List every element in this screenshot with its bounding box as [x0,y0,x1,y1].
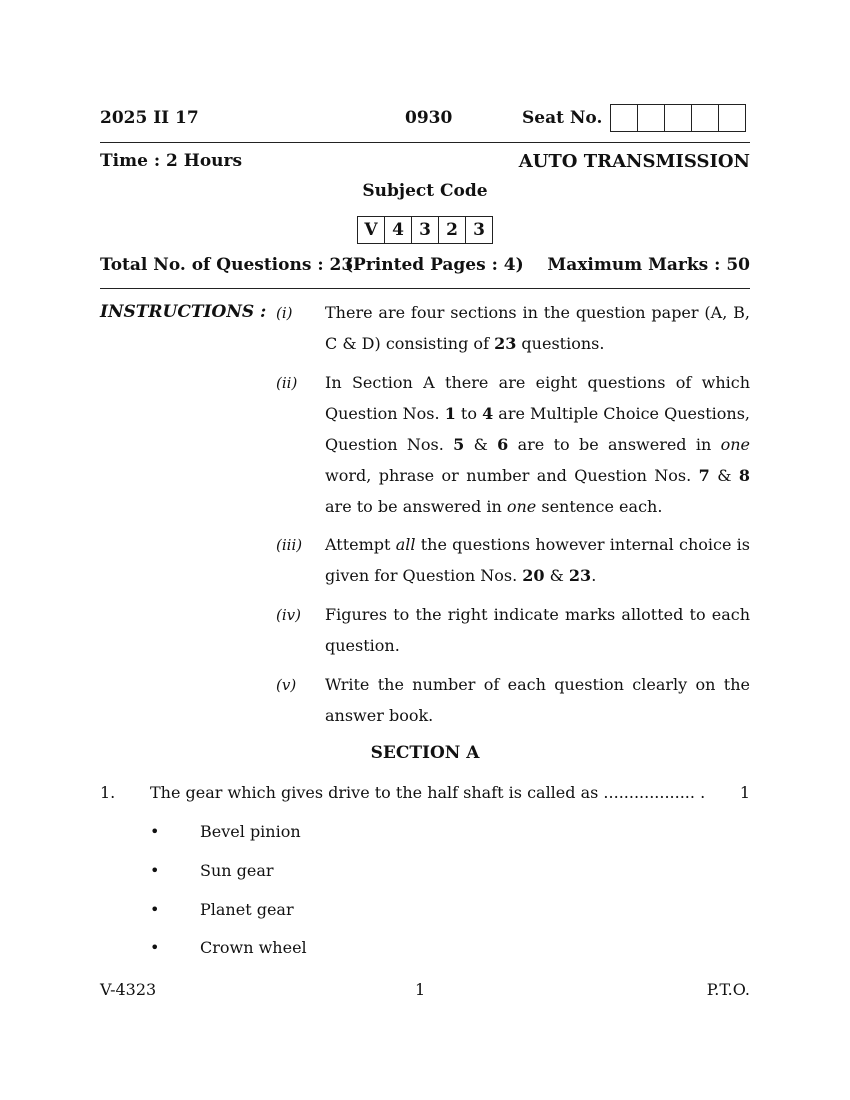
instruction-text: In Section A there are eight questions of which Question Nos. 1 to 4 are Multiple Choice Questions, Question Nos. 5 & 6 are to be answered in one word, phrase or number and Question Nos. 7 & 8 are to be answered in one sentence each. [325,373,750,516]
subject-code-digit: V [358,217,385,243]
maximum-marks: Maximum Marks : 50 [547,255,750,275]
bullet-icon: • [150,938,160,957]
section-a-title: SECTION A [370,743,480,763]
seat-number-label: Seat No. [522,108,603,128]
seat-number-box[interactable] [692,105,719,131]
subject-code-digit: 3 [473,220,485,240]
total-questions: Total No. of Questions : 23 [100,255,354,275]
bullet-icon: • [150,822,160,841]
instruction-number: (iii) [276,536,303,554]
printed-pages: (Printed Pages : 4) [345,255,524,275]
option-text: Crown wheel [200,938,307,957]
question-text: The gear which gives drive to the half shaft is called as .................. . [150,783,706,802]
header-divider-bottom [100,288,750,289]
subject-title: AUTO TRANSMISSION [518,151,750,172]
subject-code-label: Subject Code [362,181,488,201]
seat-number-box[interactable] [638,105,665,131]
seat-number-box[interactable] [611,105,638,131]
instruction-text: Attempt all the questions however internal choice is given for Question Nos. 20 & 23. [325,535,750,585]
please-turn-over: P.T.O. [706,980,750,999]
instruction-number: (iv) [276,606,301,624]
instruction-number: (ii) [276,374,298,392]
instruction-number: (i) [276,304,293,322]
option-text: Bevel pinion [200,822,301,841]
instruction-text: There are four sections in the question paper (A, B, C & D) consisting of 23 questions. [325,303,750,353]
instruction-text: Write the number of each question clearly on the answer book. [325,675,750,725]
instruction-number: (v) [276,676,297,694]
subject-code-digit: 2 [439,217,466,243]
instructions-label: INSTRUCTIONS : [100,302,267,322]
exam-time: Time : 2 Hours [100,151,243,171]
seat-number-box[interactable] [665,105,692,131]
bullet-icon: • [150,861,160,880]
bullet-icon: • [150,900,160,919]
question-number: 1. [100,783,116,802]
subject-code-digit: 4 [385,217,412,243]
question-marks: 1 [739,783,750,802]
option-text: Planet gear [200,900,294,919]
page-number: 1 [415,980,426,999]
option-text: Sun gear [200,861,274,880]
seat-number-box[interactable] [719,105,745,131]
instruction-text: Figures to the right indicate marks allotted to each question. [325,605,750,655]
exam-year-code: 2025 II 17 [100,108,199,128]
subject-code-boxes [357,216,493,244]
seat-number-boxes[interactable] [610,104,746,132]
subject-code-digit: 3 [412,217,439,243]
footer-code: V-4323 [100,980,157,999]
center-code: 0930 [405,108,453,128]
header-divider [100,142,750,143]
